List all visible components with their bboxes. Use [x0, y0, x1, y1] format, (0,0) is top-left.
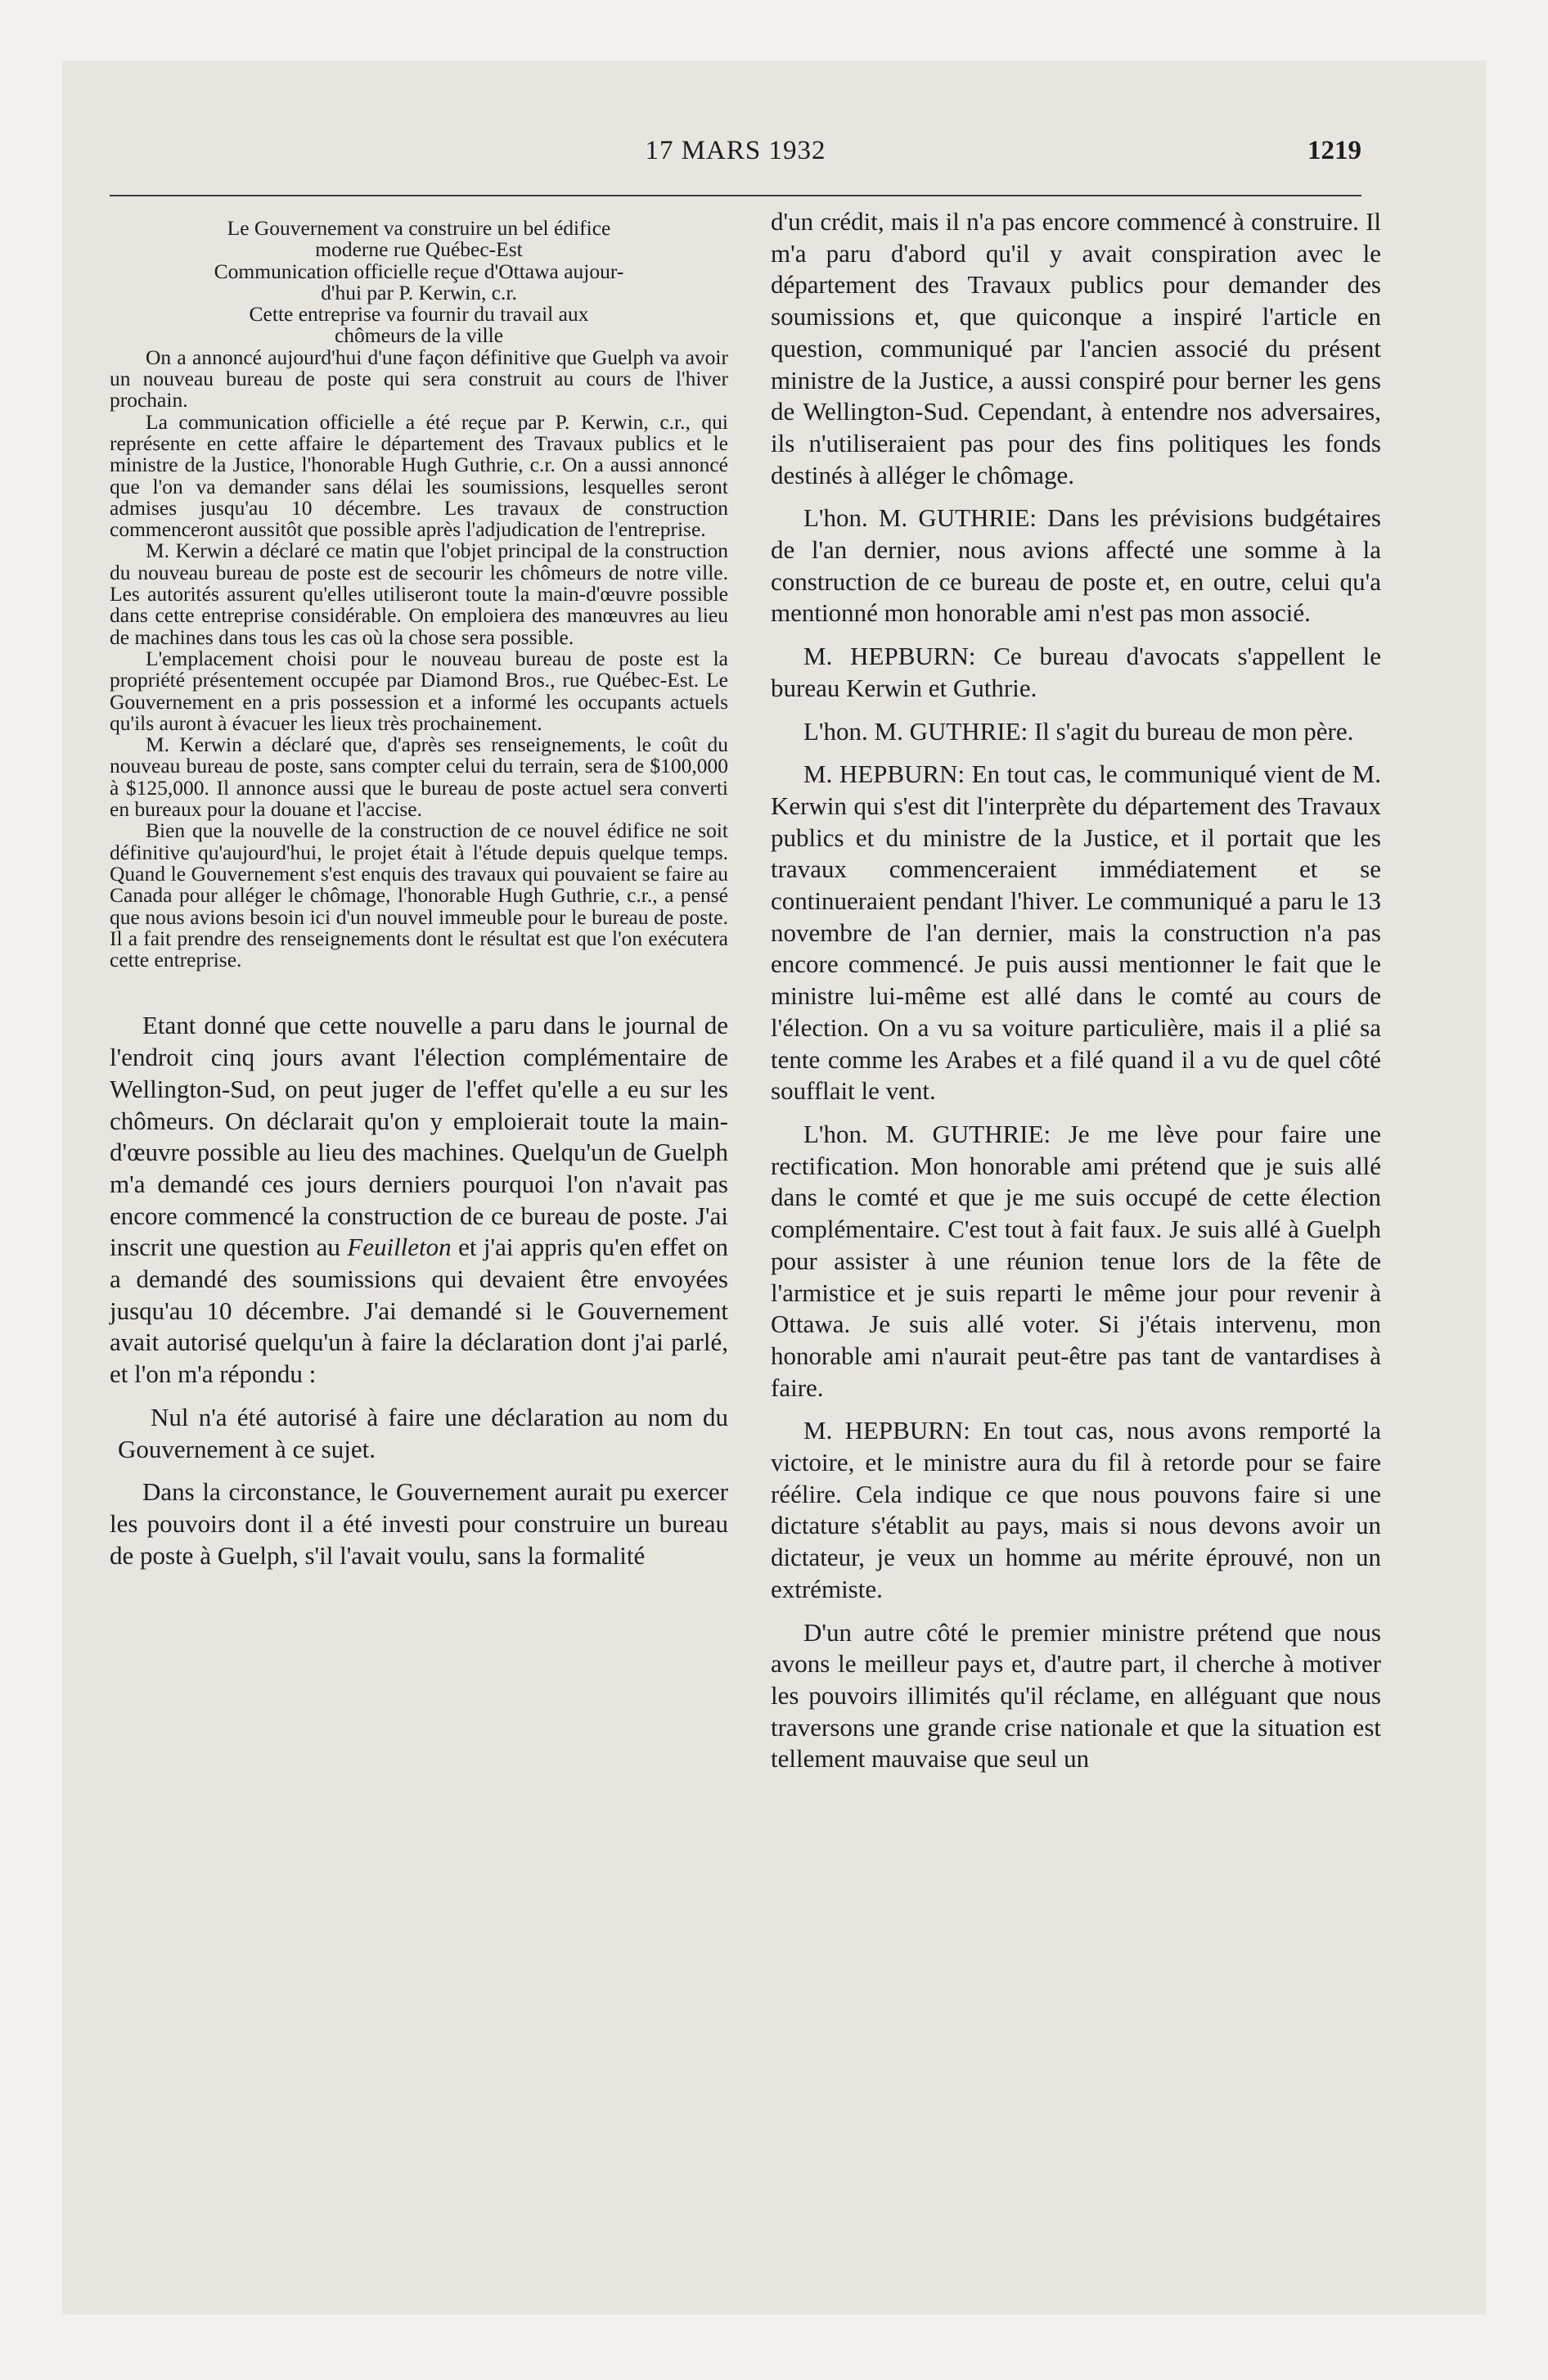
right-column [771, 206, 1381, 1787]
debate-paragraph: L'hon. M. GUTHRIE: Il s'agit du bureau de mon père. [803, 716, 1354, 746]
debate-paragraph: M. HEPBURN: En tout cas, le communiqué vient de M. Kerwin qui s'est dit l'interprète du département des Travaux publics et du ministre de la Justice, et il portait que les travaux commenceraient immédiatement et se continueraient pendant l'hiver. Le communiqué a paru le 13 novembre de l'an dernier, mais la construction n'a pas encore commencé. Je puis aussi mentionner le fait que le ministre lui-même est allé dans le comté au cours de l'élection. On a vu sa voiture particulière, mais il a plié sa tente comme les Arabes et a filé quand il a vu de quel côté soufflait le vent. [771, 760, 1381, 1106]
headline-line: Le Gouvernement va construire un bel édifice [227, 216, 611, 240]
feuilleton-italic: Feuilleton [347, 1233, 452, 1262]
debate-paragraph: L'hon. M. GUTHRIE: Dans les prévisions budgétaires de l'an dernier, nous avions affecté une somme à la construction de ce bureau de poste et, en outre, celui qu'a mentionné mon honorable ami n'est pas mon associé. [771, 503, 1381, 628]
page-number: 1219 [1307, 136, 1361, 165]
headline-line: moderne rue Québec-Est [315, 237, 523, 262]
headline-line: Cette entreprise va fournir du travail aux [249, 302, 589, 327]
debate-paragraph: M. HEPBURN: En tout cas, nous avons remporté la victoire, et le ministre aura du fil à retorde pour se faire réélire. Cela indique ce que nous pouvons faire si une dictature s'établit au pays, mais si nous devons avoir un dictateur, je veux un homme au mérite éprouvé, non un extrémiste. [771, 1416, 1381, 1603]
headline-line: chômeurs de la ville [334, 323, 504, 348]
clipping-paragraph: La communication officielle a été reçue par P. Kerwin, c.r., qui représente en cette affaire le département des Travaux publics et le ministre de la Justice, l'honorable Hugh Guthrie, c.r. On a aussi annoncé que l'on va demander sans délai les soumissions, lesquelles seront admises jusqu'au 10 décembre. Les travaux de construction commenceront aussitôt que possible après l'adjudication de l'entreprise. [110, 409, 728, 542]
speech-paragraph: Dans la circonstance, le Gouvernement aurait pu exercer les pouvoirs dont il a été investi pour construire un bureau de poste à Guelph, s'il l'avait voulu, sans la formalité [110, 1477, 728, 1570]
clipping-paragraph: On a annoncé aujourd'hui d'une façon définitive que Guelph va avoir un nouveau bureau de poste qui sera construit au cours de l'hiver prochain. [110, 345, 728, 412]
debate-paragraph: L'hon. M. GUTHRIE: Je me lève pour faire une rectification. Mon honorable ami prétend que je suis allé dans le comté et que je me suis occupé de cette élection complémentaire. C'est tout à fait faux. Je suis allé à Guelph pour assister à une réunion tenue lors de la fête de l'armistice et je suis reparti le même jour pour revenir à Ottawa. Je suis allé voter. Si j'étais intervenu, mon honorable ami n'aurait peut-être pas tant de vantardises à faire. [771, 1119, 1381, 1402]
clipping-paragraph: M. Kerwin a déclaré ce matin que l'objet principal de la construction du nouveau bureau de poste est de secourir les chômeurs de notre ville. Les autorités assurent qu'elles utiliseront toute la main-d'œuvre possible dans cette entreprise considérable. On emploiera des manœuvres au lieu de machines dans tous les cas où la chose sera possible. [110, 539, 728, 649]
speech-paragraph [110, 1010, 728, 1390]
clipping-paragraph: L'emplacement choisi pour le nouveau bureau de poste est la propriété présentement occupée par Diamond Bros., rue Québec-Est. Le Gouvernement en a pris possession et a informé les occupants actuels qu'ils auront à évacuer les lieux très prochainement. [110, 646, 728, 735]
clipping-headline [110, 218, 728, 347]
page-header [110, 136, 1361, 177]
speech-text [110, 1010, 728, 1571]
left-column [110, 218, 728, 1583]
header-rule [110, 195, 1361, 196]
header-date: 17 MARS 1932 [645, 136, 826, 165]
headline-line: d'hui par P. Kerwin, c.r. [321, 280, 517, 304]
speech-text-part: et j'ai appris qu'en effet on a demandé des soumissions qui devaient être envoyées jusqu'au 10 décembre. J'ai demandé si le Gouvernement avait autorisé quelqu'un à faire la déclaration dont j'ai parlé, et l'on m'a répondu : [110, 1233, 728, 1389]
newspaper-clipping [110, 218, 728, 971]
speech-text-part: Etant donné que cette nouvelle a paru dans le journal de l'endroit cinq jours avant l'élection complémentaire de Wellington-Sud, on peut juger de l'effet qu'elle a eu sur les chômeurs. On déclarait qu'on y emploierait toute la main-d'œuvre possible au lieu des machines. Quelqu'un de Guelph m'a demandé ces jours derniers pourquoi l'on n'avait pas encore commencé la construction de ce bureau de poste. J'ai inscrit une question au [110, 1011, 728, 1262]
debate-paragraph: D'un autre côté le premier ministre prétend que nous avons le meilleur pays et, d'autre part, il cherche à motiver les pouvoirs illimités qu'il réclame, en alléguant que nous traversons une grande crise nationale et que la situation est tellement mauvaise que seul un [771, 1617, 1381, 1774]
clipping-paragraph: M. Kerwin a déclaré que, d'après ses renseignements, le coût du nouveau bureau de poste, sans compter celui du terrain, sera de $100,000 à $125,000. Il annonce aussi que le bureau de poste actuel sera converti en bureaux pour la douane et l'accise. [110, 732, 728, 822]
headline-line: Communication officielle reçue d'Ottawa aujour- [214, 259, 624, 283]
clipping-paragraph: Bien que la nouvelle de la construction de ce nouvel édifice ne soit définitive qu'aujourd'hui, le projet était à l'étude depuis quelque temps. Quand le Gouvernement s'est enquis des travaux qui pouvaient se faire au Canada pour alléger le chômage, l'honorable Hugh Guthrie, c.r., a pensé que nous avions besoin ici d'un nouvel immeuble pour le bureau de poste. Il a fait prendre des renseignements dont le résultat est que l'on exécutera cette entreprise. [110, 818, 728, 972]
debate-paragraph: d'un crédit, mais il n'a pas encore commencé à construire. Il m'a paru d'abord qu'il y avait conspiration avec le département des Travaux publics pour demander des soumissions et, que quiconque a inspiré l'article en question, communiqué par l'ancien associé du présent ministre de la Justice, a aussi conspiré pour berner les gens de Wellington-Sud. Cependant, à entendre nos adversaires, ils n'utiliseraient pas pour des fins politiques les fonds destinés à alléger le chômage. [771, 207, 1381, 489]
quoted-reply: Nul n'a été autorisé à faire une déclaration au nom du Gouvernement à ce sujet. [118, 1402, 728, 1463]
debate-paragraph: M. HEPBURN: Ce bureau d'avocats s'appellent le bureau Kerwin et Guthrie. [771, 642, 1381, 702]
